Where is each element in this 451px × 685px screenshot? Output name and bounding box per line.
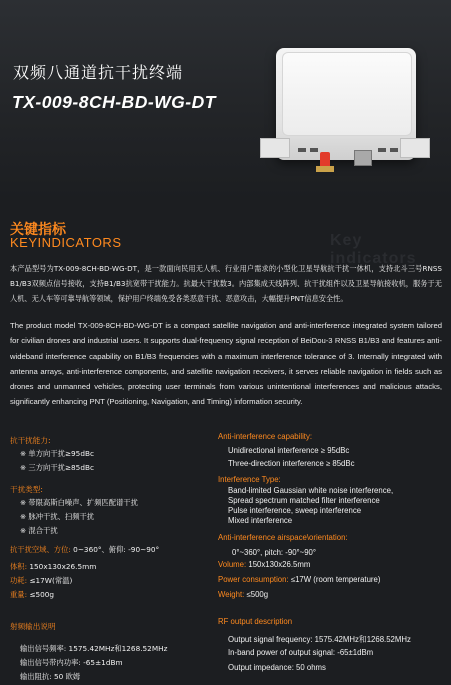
product-model-title: TX-009-8CH-BD-WG-DT	[12, 92, 216, 112]
hero-banner	[0, 0, 451, 200]
spec-power-cn	[10, 576, 72, 586]
spec-item: Unidirectional interference ≥ 95dBc	[228, 446, 350, 455]
device-flange-right	[400, 138, 430, 158]
spec-value: 150x130x26.5mm	[29, 562, 97, 571]
spec-item: Band-limited Gaussian white noise interference,	[228, 486, 394, 495]
spec-value: ≤500g	[246, 590, 269, 599]
spec-weight-cn	[10, 590, 54, 600]
spec-item: Pulse interference, sweep interference	[228, 506, 362, 515]
spec-heading-capability-en: Anti-interference capability:	[218, 432, 313, 441]
spec-item: In-band power of output signal: -65±1dBm	[228, 648, 374, 657]
spec-label: 体积:	[10, 562, 28, 571]
device-vent	[378, 148, 386, 152]
spec-heading-capability-cn: 抗干扰能力:	[10, 436, 51, 445]
device-flange-left	[260, 138, 290, 158]
spec-heading-type-cn: 干扰类型:	[10, 485, 43, 494]
spec-value: ≤17W(常温)	[29, 576, 73, 585]
spec-volume-cn	[10, 562, 96, 572]
data-connector-icon	[354, 150, 372, 166]
device-vent	[298, 148, 306, 152]
spec-airspace-cn	[10, 545, 159, 555]
device-lid	[282, 52, 412, 136]
spec-heading-type-en: Interference Type:	[218, 475, 281, 484]
spec-power-en	[218, 575, 380, 584]
intro-text-cn: 本产品型号为TX-009-8CH-BD-WG-DT，是一款面向民用无人机、行业用户需求的小型化卫星导航抗干扰一体机，支持北斗三号RNSS B1/B3双频点信号接收，支持B1/B3抗宽带干扰能力。抗最大干扰数3。内部集成天线阵列、抗干扰组件以及卫星导航接收机，服务于无人机、无人车等可靠导航等领域，保护用户终端免受各类恶意干扰、恶意攻击，大幅提升PNT信息安全性。	[10, 264, 442, 303]
device-vent	[390, 148, 398, 152]
spec-weight-en	[218, 590, 268, 599]
spec-value: 0~360°、俯仰: -90~90°	[73, 545, 160, 554]
spec-label: 功耗:	[10, 576, 28, 585]
section-watermark: Key indicators	[330, 232, 417, 267]
antenna-base	[316, 166, 334, 172]
spec-heading-rf-cn: 射频输出说明	[10, 622, 56, 631]
spec-volume-en	[218, 560, 310, 569]
spec-value: ≤500g	[29, 590, 55, 599]
spec-item: Three-direction interference ≥ 85dBc	[228, 459, 355, 468]
product-title-cn: 双频八通道抗干扰终端	[13, 63, 184, 82]
spec-item: ※ 单方向干扰≥95dBc	[20, 449, 94, 458]
spec-heading-airspace-en: Anti-interference airspace\orientation:	[218, 533, 348, 542]
spec-item: 输出信号频率: 1575.42MHz和1268.52MHz	[20, 644, 168, 653]
spec-item: Output impedance: 50 ohms	[228, 663, 326, 672]
spec-label: 抗干扰空域、方位:	[10, 545, 71, 554]
spec-item: 0°~360°, pitch: -90°~90°	[232, 548, 316, 557]
spec-label: Weight:	[218, 590, 245, 599]
spec-value: 150x130x26.5mm	[248, 560, 311, 569]
device-image	[258, 42, 428, 174]
spec-item: Mixed interference	[228, 516, 293, 525]
spec-item: 输出阻抗: 50 欧姆	[20, 672, 81, 681]
spec-item: 输出信号带内功率: -65±1dBm	[20, 658, 123, 667]
spec-item: ※ 脉冲干扰、扫频干扰	[20, 512, 95, 521]
spec-value: ≤17W (room temperature)	[290, 575, 381, 584]
spec-item: ※ 带限高斯白噪声、扩频匹配谱干扰	[20, 498, 138, 507]
spec-item: Spread spectrum matched filter interference	[228, 496, 380, 505]
spec-item: ※ 三方向干扰≥85dBc	[20, 463, 94, 472]
spec-label: Volume:	[218, 560, 247, 569]
spec-label: 重量:	[10, 590, 28, 599]
section-title-cn: 关键指标	[10, 222, 66, 238]
spec-heading-rf-en: RF output description	[218, 617, 293, 626]
intro-text-en: The product model TX-009-8CH-BD-WG-DT is a compact satellite navigation and anti-interference integrated system tailored for civilian drones and industrial users. It supports dual-frequency signal reception of BeiDou-3 RNSS B1/B3 and features anti-wideband interference capability on B1/B3 frequencies with a maximum interference tolerance of 3. Internally integrated with antenna arrays, anti-interference components, and satellite navigation receivers, it serves reliable navigation in fields such as drones and unmanned vehicles, protecting user terminals from various unintentional interferences and malicious attacks, significantly enhancing PNT (Positioning, Navigation, and Timing) information security.	[10, 321, 442, 407]
device-vent	[310, 148, 318, 152]
spec-label: Power consumption:	[218, 575, 289, 584]
section-title-en: KEYINDICATORS	[10, 235, 122, 250]
spec-item: ※ 混合干扰	[20, 526, 58, 535]
spec-item: Output signal frequency: 1575.42MHz和1268.52MHz	[228, 635, 411, 644]
